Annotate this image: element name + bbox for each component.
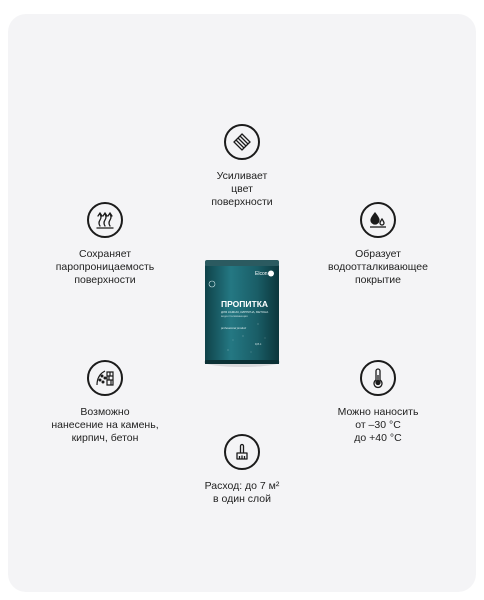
product-purpose: ДЛЯ КАМНЯ, КИРПИЧА, БЕТОНА [221, 310, 269, 314]
product-type: водоотталкивающая [221, 314, 248, 318]
feature-surfaces [30, 360, 180, 445]
water-drop-icon [360, 202, 396, 238]
feature-temperature-label: Можно наносить от –30 °С до +40 °С [337, 406, 419, 444]
feature-water-repellent [303, 202, 453, 287]
feature-breathable-label: Сохраняет паропроницаемость поверхности [55, 248, 155, 286]
vapor-arrows-icon [87, 202, 123, 238]
paint-brush-icon [224, 434, 260, 470]
product-brand: Elcon [255, 271, 268, 277]
feature-color-label: Усиливает цвет поверхности [211, 170, 273, 208]
brick-stone-icon [87, 360, 123, 396]
feature-breathable [30, 202, 180, 287]
texture-grid-icon [224, 124, 260, 160]
thermometer-icon [360, 360, 396, 396]
feature-color-enhance [167, 124, 317, 209]
product-name: ПРОПИТКА [221, 299, 269, 309]
product-volume: 0,8 л [255, 342, 262, 346]
product-tagline: professional product [221, 326, 247, 330]
feature-water-label: Образует водоотталкивающее покрытие [328, 248, 428, 286]
product-can [203, 258, 281, 370]
feature-surfaces-label: Возможно нанесение на камень, кирпич, бетон [51, 406, 159, 444]
feature-consumption-label: Расход: до 7 м² в один слой [204, 480, 280, 505]
feature-consumption [167, 434, 317, 506]
feature-temperature [303, 360, 453, 445]
